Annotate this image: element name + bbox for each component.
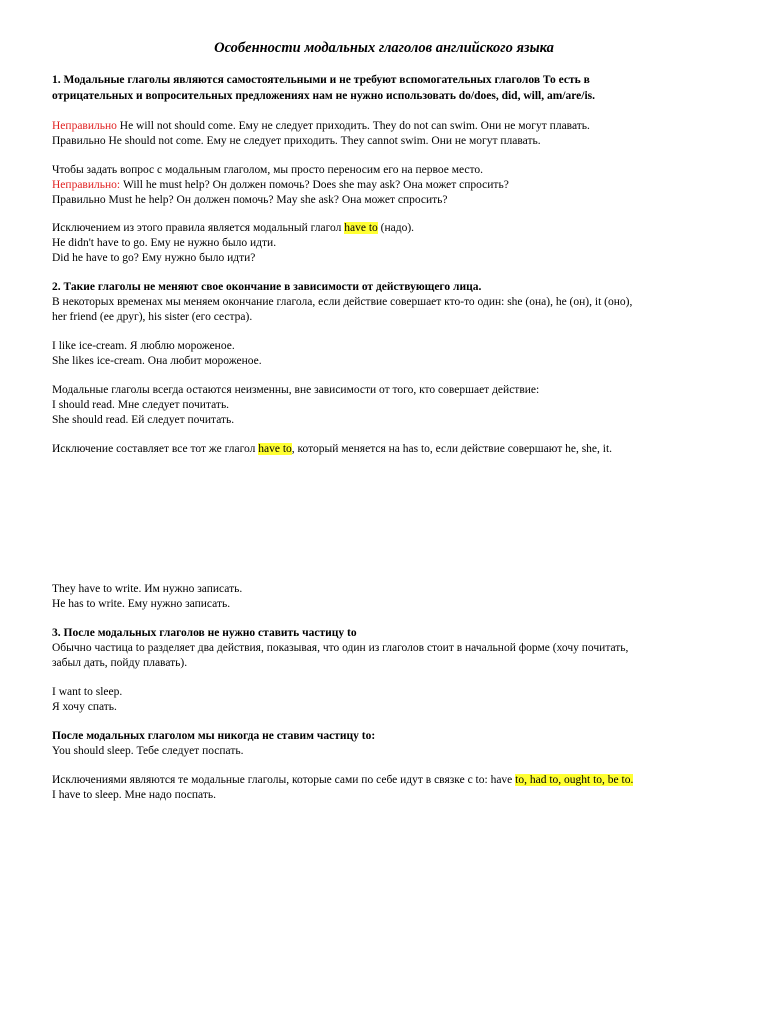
exception-text: Исключение составляет все тот же глагол — [52, 443, 259, 455]
highlight-have-to: have to — [258, 443, 292, 455]
exception-text: Исключениями являются те модальные глаголы, которые сами по себе идут в связке с to: have — [52, 774, 516, 786]
right-example-line: Правильно He should not come. Ему не следует приходить. They cannot swim. Они не могут плавать. — [52, 135, 541, 147]
highlight-have-to: have to — [344, 222, 378, 234]
wrong-example-line — [52, 119, 590, 134]
question-intro: Чтобы задать вопрос с модальным глаголом, мы просто переносим его на первое место. — [52, 164, 484, 176]
exception-line-2 — [52, 442, 612, 457]
section1-heading-line2: отрицательных и вопросительных предложениях нам не нужно использовать do/does, did, will, am/are/is. — [52, 90, 595, 102]
exception-line-1 — [52, 221, 414, 236]
section2-heading: 2. Такие глаголы не меняют свое окончание в зависимости от действующего лица. — [52, 281, 482, 293]
section2-paragraph-line3: Модальные глаголы всегда остаются неизменны, вне зависимости от того, кто совершает действие: — [52, 384, 540, 396]
section1-heading-line1: 1. Модальные глаголы являются самостоятельными и не требуют вспомогательных глаголов То есть в — [52, 74, 590, 86]
section3-subheading: После модальных глаголом мы никогда не ставим частицу to: — [52, 730, 376, 742]
exception-line-3 — [52, 773, 633, 788]
section2-paragraph-line1: В некоторых временах мы меняем окончание глагола, если действие совершает кто-то один: she (она), he (он), it (оно), — [52, 296, 633, 308]
section3-paragraph-line2: забыл дать, пойду плавать). — [52, 657, 188, 669]
exception-text-end: , который меняется на has to, если действие совершают he, she, it. — [291, 443, 613, 455]
question-wrong-label: Неправильно: — [52, 179, 121, 191]
exception-text: Исключением из этого правила является модальный глагол — [52, 222, 345, 234]
example-line: I like ice-cream. Я люблю мороженое. — [52, 340, 235, 352]
example-line: You should sleep. Тебе следует поспать. — [52, 745, 244, 757]
example-line: I have to sleep. Мне надо поспать. — [52, 789, 216, 801]
example-line: Did he have to go? Ему нужно было идти? — [52, 252, 256, 264]
example-line: Я хочу спать. — [52, 701, 117, 713]
section2-paragraph-line2: her friend (ее друг), his sister (его сестра). — [52, 311, 253, 323]
wrong-example-text: He will not should come. Ему не следует приходить. They do not can swim. Они не могут плавать. — [116, 120, 590, 132]
example-line: She likes ice-cream. Она любит мороженое. — [52, 355, 262, 367]
example-line: She should read. Ей следует почитать. — [52, 414, 235, 426]
question-wrong-text: Will he must help? Он должен помочь? Does she may ask? Она может спросить? — [120, 179, 509, 191]
section3-heading: 3. После модальных глаголов не нужно ставить частицу to — [52, 627, 357, 639]
exception-text-end: (надо). — [377, 222, 415, 234]
example-line: They have to write. Им нужно записать. — [52, 583, 243, 595]
question-right-line: Правильно Must he help? Он должен помочь? May she ask? Она может спросить? — [52, 194, 448, 206]
example-line: He didn't have to go. Ему не нужно было идти. — [52, 237, 277, 249]
example-line: I should read. Мне следует почитать. — [52, 399, 230, 411]
example-line: I want to sleep. — [52, 686, 123, 698]
section3-paragraph-line1: Обычно частица to разделяет два действия, показывая, что один из глаголов стоит в начальной форме (хочу почитать, — [52, 642, 629, 654]
highlight-to-forms: to, had to, ought to, be to. — [515, 774, 634, 786]
page-title: Особенности модальных глаголов английского языка — [214, 40, 554, 56]
wrong-label: Неправильно — [52, 120, 117, 132]
question-wrong-line — [52, 178, 509, 193]
example-line: He has to write. Ему нужно записать. — [52, 598, 231, 610]
